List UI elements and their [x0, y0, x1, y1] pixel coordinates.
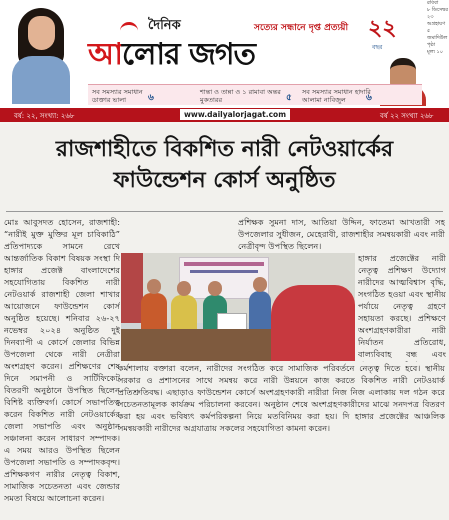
- date-column: রবিবা ৮ ডিসেম্বর ২৩ অগ্রহায়ণ ৫ জমাদিউল পৃষ্ঠা মূল্য ১০: [427, 0, 448, 55]
- issue-info: বর্ষ: ২২, সংখ্যা: ২৬৮: [14, 112, 75, 120]
- promo-page-number: ৫: [286, 93, 292, 103]
- article-column: কর্মশালায় বক্তারা বলেন, নারীদের সংগঠিত করে সামাজিক পরিবর্তনে নেতৃত্ব দিতে হবে। স্থানীয় সরকার ও প্রশাসনের সাথে সমন্বয় করে নারী উন্নয়নে কাজ করতে বিকশিত নারী নেটওয়ার্ক প্রতিশ্রুতিবদ্ধ। এছাড়াও ফাউন্ডেশন কোর্সে অংশগ্রহণকারী নারীরা নিজ নিজ এলাকায় দল গঠন করে সচেতনতামূলক কার্যক্রম পরিচালনা করবেন। অনুষ্ঠান শেষে অংশগ্রহণকারীদের মাঝে সনদপত্র বিতরণ করা হয় এবং ভবিষ্যৎ কর্মপরিকল্পনা নিয়ে মতবিনিময় করা হয়। দি হাঙ্গার প্রজেক্টের আঞ্চলিক সমন্বয়কারী নারীদের অগ্রযাত্রায় সকলের সহযোগিতা কামনা করেন।: [118, 363, 445, 433]
- website-link[interactable]: www.dailyalorjagat.com: [180, 109, 290, 120]
- promo-page-number: ৬: [148, 93, 154, 103]
- masthead: [0, 0, 449, 108]
- article-headline: রাজশাহীতে বিকশিত নারী নেটওয়ার্কের ফাউন্ডেশন কোর্স অনুষ্ঠিত: [55, 137, 394, 193]
- masthead-model-photo: [8, 6, 74, 104]
- anniversary-sub: বছর: [372, 44, 383, 51]
- article-column: প্রশিক্ষক সুমনা দাস, আতিয়া উদ্দিন, ফাতেমা আখতারী সহ উপজেলার সুধীজন, মেহেরাবী, রাজশাহীর সমন্বয়কারী এবং নারী নেত্রীবৃন্দ উপস্থিত ছিলেন।: [238, 217, 445, 251]
- promo-strip: [88, 84, 422, 105]
- promo-page-number: ৬: [366, 93, 372, 103]
- paper-slogan: সত্যের সন্ধানে দৃপ্ত প্রত্যয়ী: [254, 23, 349, 33]
- issue-info-right: বর্ষ ২২ সংখ্যা ২৬৮: [380, 112, 434, 120]
- paper-name: আলোর জগত: [88, 37, 256, 72]
- promo-text: সব সমস্যার সমাধান হাদারি আলামা নাবিজুল: [302, 88, 371, 104]
- date-bar: [0, 108, 449, 122]
- divider: [6, 211, 443, 212]
- promo-text: শান্তা ও তান্না ও ১ রামাবা অন্তর মুকতারর: [200, 88, 281, 104]
- article-photo: [121, 253, 355, 361]
- anniversary-badge: ২২: [368, 16, 397, 41]
- article-column: মোঃ আবুসদত হোসেন, রাজশাহী: “নারীই মুক্ত মুক্তির মূল চাবিকাঠি” প্রতিপাদ্যকে সামনে রেখে আন্তর্জাতিক বিকাশ বিষয়ক সংস্থা দি হাঙ্গার প্রজেক্ট বাংলাদেশের সহযোগিতায় বিকশিত নারী নেটওয়ার্ক রাজশাহী জেলা শাখার আয়োজনে ফাউন্ডেশন কোর্স অনুষ্ঠিত হয়েছে। শনিবার ২৬-২৭ নভেম্বর ২০২৪ অনুষ্ঠিত দুই দিনব্যাপী এ কোর্সে জেলার বিভিন্ন উপজেলা থেকে নারী নেত্রীরা অংশগ্রহণ করেন। প্রশিক্ষণের শেষ দিনে সমাপনী ও সার্টিফিকেট বিতরণী অনুষ্ঠানে উপস্থিত ছিলেন বিশিষ্ট ব্যক্তিবর্গ। কোর্সে সভাপতিত্ব করেন বিকশিত নারী নেটওয়ার্কের জেলা সভাপতি এবং অনুষ্ঠান সঞ্চালনা করেন সাধারণ সম্পাদক। এ সময় আরও উপস্থিত ছিলেন উপজেলা সভাপতি ও সম্পাদকবৃন্দ। প্রশিক্ষকগণ নারীর নেতৃত্ব বিকাশ, সামাজিক সচেতনতা এবং জেন্ডার সমতা বিষয়ে আলোচনা করেন।: [4, 217, 120, 503]
- paper-prefix: দৈনিক: [148, 18, 181, 33]
- promo-text: সব সমস্যার সমাধান ডাক্তার ভালা: [92, 88, 143, 104]
- article-column: হাঙ্গার প্রজেক্টের নারী নেতৃত্ব প্রশিক্ষণ উদ্যোগ নারীদের আত্মবিশ্বাস বৃদ্ধি, সংগঠিত হওয়া এবং স্থানীয় পর্যায়ে নেতৃত্ব গ্রহণে সহায়তা করছে। প্রশিক্ষণে অংশগ্রহণকারীরা নারী নির্যাতন প্রতিরোধ, বাল্যবিবাহ বন্ধ এবং: [358, 253, 446, 359]
